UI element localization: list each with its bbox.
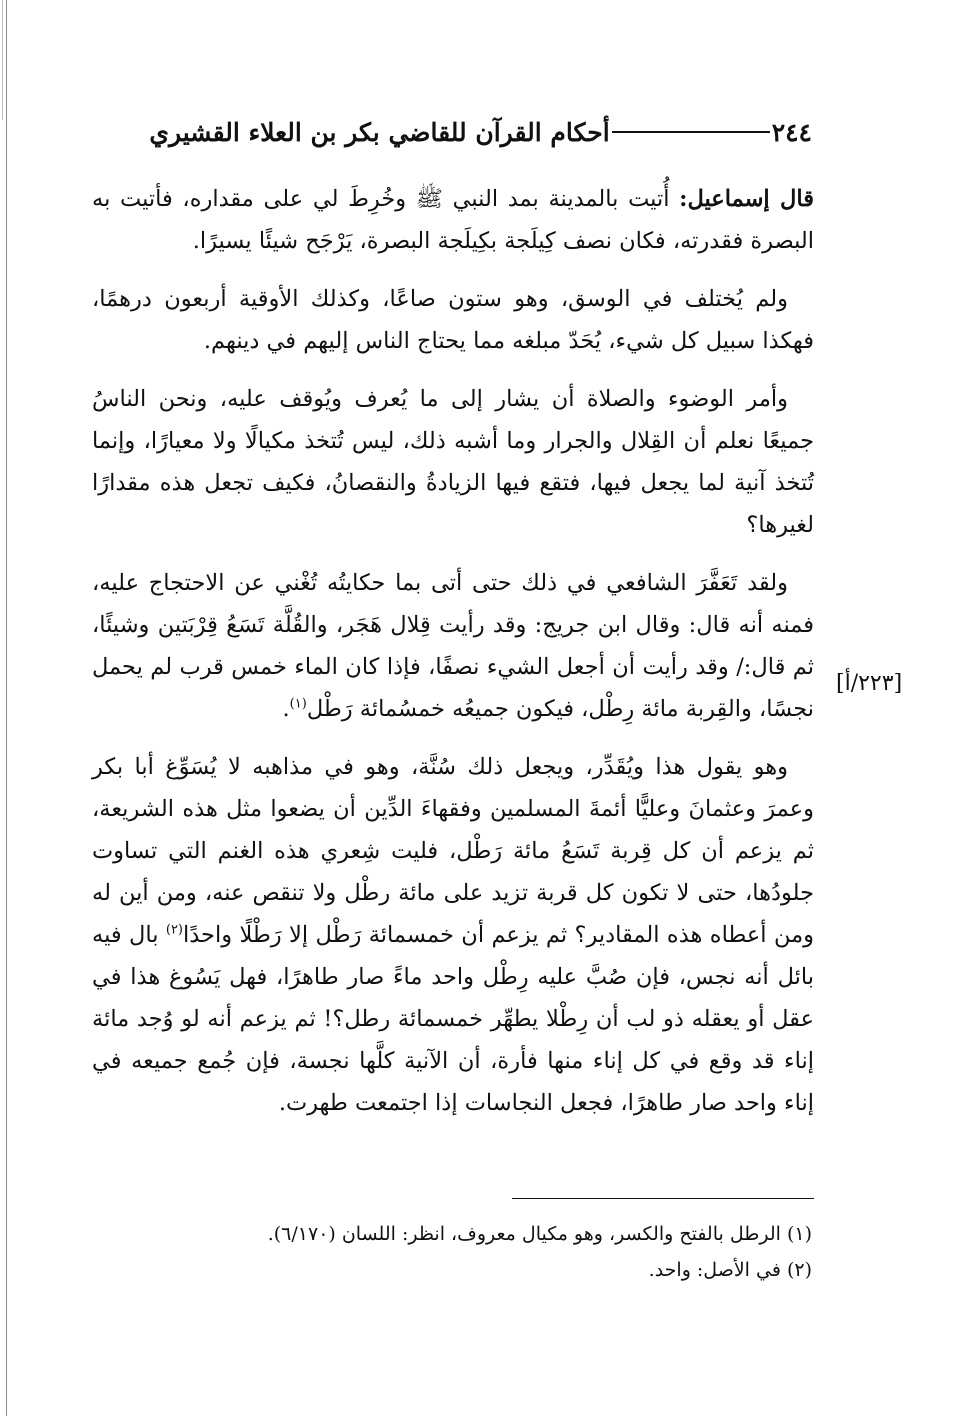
footnote-separator (512, 1198, 814, 1199)
paragraph-1 (92, 178, 814, 262)
paragraph-5-text-a: وهو يقول هذا ويُقَدِّر، ويجعل ذلك سُنَّة، وهو في مذاهبه لا يُسَوِّغ أبا بكر وعمرَ وعثمانَ وعليًّا أئمةَ المسلمين وفقهاءَ الدِّين أن يضعوا مثل هذه الشريعة، ثم يزعم أن كل قِربة تَسَعُ مائة رَطْل، فليت شِعري هذه الغنم التي تساوت جلودُها، حتى لا تكون كل قربة تزيد على مائة رطْل ولا تنقص عنه، ومن أين له ومن أعطاه هذه المقادير؟ ثم يزعم أن خمسمائة رَطْل إلا رَطْلًا واحدًا (92, 754, 814, 948)
footnote-ref-1: (١) (289, 696, 307, 712)
page-header (92, 108, 812, 156)
page-number: ٢٤٤ (771, 117, 812, 147)
paragraph-5-text-b: بال فيه بائل أنه نجس، فإن صُبَّ عليه رِطْل واحد ماءً صار طاهرًا، فهل يَسُوغ هذا في عقل أو يعقله ذو لب أن رِطْلا يطهِّر خمسمائة رطل؟! ثم يزعم أنه لو وُجد مائة إناء قد وقع في كل إناء منها فأرة، أن الآنية كلَّها نجسة، فإن جُمع جميعه في إناء واحد صار طاهرًا، فجعل النجاسات إذا اجتمعت طهرت. (92, 922, 814, 1116)
paragraph-4-end: . (282, 696, 290, 722)
footnote-1: (١) الرطل بالفتح والكسر، وهو مكيال معروف، انظر: اللسان (٦/١٧٠). (267, 1223, 812, 1245)
page-edge-mark (2, 0, 3, 120)
paragraph-4 (92, 562, 814, 730)
footnotes (267, 1216, 812, 1288)
running-title: أحكام القرآن للقاضي بكر بن العلاء القشيري (149, 117, 610, 147)
page-edge-line (6, 0, 7, 1416)
paragraph-4-text: ولقد تَعَفَّرَ الشافعي في ذلك حتى أتى بما حكايتُه تُغْني عن الاحتجاج عليه، فمنه أنه قال: وقال ابن جريج: وقد رأيت قِلال هَجَر، والقُلَّة تَسَعُ قِرْبَتين وشيئًا، ثم قال:/ وقد رأيت أن أجعل الشيء نصفًا، فإذا كان الماء خمس قرب لم يحمل نجسًا، والقِربة مائة رِطْل، فيكون جميعُه خمسُمائة رَطْل (92, 570, 814, 722)
paragraph-5 (92, 746, 814, 1124)
footnote-ref-2: (٢) (165, 922, 183, 938)
main-text (92, 178, 814, 1140)
manuscript-folio-marker: [٢٢٣/أ] (836, 671, 903, 696)
header-rule (612, 131, 770, 133)
paragraph-2: ولم يُختلف في الوسق، وهو ستون صاعًا، وكذلك الأوقية أربعون درهمًا، فهكذا سبيل كل شيء، يُحَدّ مبلغه مما يحتاج الناس إليهم في دينهم. (92, 286, 814, 354)
footnote-2: (٢) في الأصل: واحد. (648, 1259, 812, 1281)
paragraph-3: وأمر الوضوء والصلاة أن يشار إلى ما يُعرف ويُوقف عليه، ونحن الناسُ جميعًا نعلم أن القِلال والجرار وما أشبه ذلك، ليس تُتخذ مكيالًا ولا معيارًا، وإنما تُتخذ آنية لما يجعل فيها، فتقع فيها الزيادةُ والنقصانُ، فكيف تجعل هذه مقدارًا لغيرها؟ (92, 386, 814, 538)
speaker-label: قال إسماعيل: (679, 186, 814, 212)
paragraph-1-text: أُتيت بالمدينة بمد النبي ﷺ وخُرِطَ لي على مقداره، فأتيت به البصرة فقدرته، فكان نصف كِيلَجة بكِيلَجة البصرة، يَرْجَح شيئًا يسيرًا. (92, 186, 814, 254)
